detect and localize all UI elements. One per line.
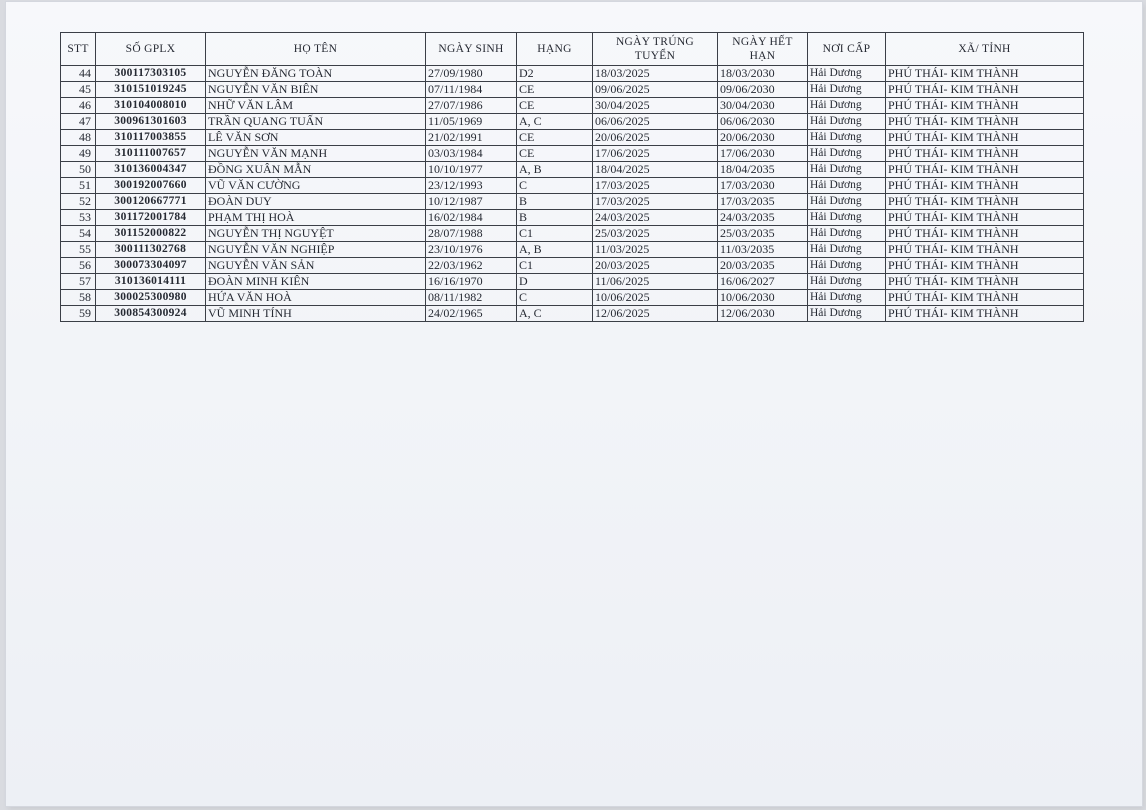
table-row [61,290,1084,306]
gplx-cell: 300120667771 [96,194,206,210]
hang-cell: C [517,178,593,194]
stt-cell: 56 [61,258,96,274]
het-han-cell: 17/03/2030 [718,178,808,194]
dob-cell: 11/05/1969 [426,114,517,130]
trung-tuyen-cell: 06/06/2025 [593,114,718,130]
xa-tinh-cell: PHÚ THÁI- KIM THÀNH [886,242,1084,258]
xa-tinh-cell: PHÚ THÁI- KIM THÀNH [886,82,1084,98]
name-cell: NGUYỄN THỊ NGUYỆT [206,226,426,242]
table-body [61,66,1084,322]
stt-cell: 47 [61,114,96,130]
trung-tuyen-cell: 18/04/2025 [593,162,718,178]
gplx-cell: 310117003855 [96,130,206,146]
hang-cell: A, C [517,306,593,322]
name-cell: HỨA VĂN HOÀ [206,290,426,306]
gplx-cell: 310104008010 [96,98,206,114]
trung-tuyen-cell: 20/03/2025 [593,258,718,274]
noi-cap-cell: Hải Dương [808,146,886,162]
hang-cell: A, B [517,162,593,178]
stt-cell: 45 [61,82,96,98]
hang-cell: D2 [517,66,593,82]
gplx-cell: 301172001784 [96,210,206,226]
het-han-cell: 30/04/2030 [718,98,808,114]
table-row [61,146,1084,162]
name-cell: NGUYỄN VĂN SẢN [206,258,426,274]
xa-tinh-cell: PHÚ THÁI- KIM THÀNH [886,178,1084,194]
dob-cell: 23/12/1993 [426,178,517,194]
license-table [60,32,1084,322]
name-cell: ĐOÀN DUY [206,194,426,210]
hang-cell: CE [517,82,593,98]
het-han-cell: 18/04/2035 [718,162,808,178]
table-row [61,178,1084,194]
name-cell: NGUYỄN VĂN NGHIỆP [206,242,426,258]
hang-cell: CE [517,146,593,162]
trung-tuyen-cell: 30/04/2025 [593,98,718,114]
dob-cell: 08/11/1982 [426,290,517,306]
dob-cell: 24/02/1965 [426,306,517,322]
dob-cell: 03/03/1984 [426,146,517,162]
xa-tinh-header: XÃ/ TỈNH [886,33,1084,66]
xa-tinh-cell: PHÚ THÁI- KIM THÀNH [886,114,1084,130]
noi-cap-cell: Hải Dương [808,226,886,242]
header-row [61,33,1084,66]
trung-tuyen-cell: 25/03/2025 [593,226,718,242]
table-row [61,274,1084,290]
dob-cell: 16/02/1984 [426,210,517,226]
stt-cell: 46 [61,98,96,114]
table-row [61,66,1084,82]
stt-cell: 44 [61,66,96,82]
noi-cap-header: NƠI CẤP [808,33,886,66]
xa-tinh-cell: PHÚ THÁI- KIM THÀNH [886,130,1084,146]
table-row [61,194,1084,210]
table-row [61,258,1084,274]
stt-cell: 50 [61,162,96,178]
het-han-cell: 09/06/2030 [718,82,808,98]
name-cell: ĐOÀN MINH KIÊN [206,274,426,290]
noi-cap-cell: Hải Dương [808,178,886,194]
noi-cap-cell: Hải Dương [808,290,886,306]
gplx-cell: 300117303105 [96,66,206,82]
het-han-cell: 20/06/2030 [718,130,808,146]
name-cell: NGUYỄN ĐĂNG TOÀN [206,66,426,82]
gplx-cell: 300073304097 [96,258,206,274]
hang-cell: CE [517,130,593,146]
trung-tuyen-cell: 24/03/2025 [593,210,718,226]
gplx-cell: 310111007657 [96,146,206,162]
noi-cap-cell: Hải Dương [808,210,886,226]
hang-cell: C [517,290,593,306]
dob-cell: 27/07/1986 [426,98,517,114]
name-cell: ĐỒNG XUÂN MẪN [206,162,426,178]
gplx-header: SỐ GPLX [96,33,206,66]
name-cell: NHỮ VĂN LÂM [206,98,426,114]
xa-tinh-cell: PHÚ THÁI- KIM THÀNH [886,226,1084,242]
xa-tinh-cell: PHÚ THÁI- KIM THÀNH [886,258,1084,274]
dob-cell: 10/10/1977 [426,162,517,178]
table-row [61,226,1084,242]
hang-cell: D [517,274,593,290]
stt-cell: 59 [61,306,96,322]
xa-tinh-cell: PHÚ THÁI- KIM THÀNH [886,98,1084,114]
het-han-cell: 25/03/2035 [718,226,808,242]
name-cell: NGUYỄN VĂN BIÊN [206,82,426,98]
gplx-cell: 310136014111 [96,274,206,290]
trung-tuyen-cell: 20/06/2025 [593,130,718,146]
trung-tuyen-header: NGÀY TRÚNG TUYỂN [593,33,718,66]
table-row [61,130,1084,146]
dob-cell: 16/16/1970 [426,274,517,290]
stt-cell: 57 [61,274,96,290]
gplx-cell: 310136004347 [96,162,206,178]
het-han-cell: 12/06/2030 [718,306,808,322]
het-han-cell: 16/06/2027 [718,274,808,290]
het-han-header: NGÀY HẾT HẠN [718,33,808,66]
het-han-cell: 17/06/2030 [718,146,808,162]
dob-cell: 23/10/1976 [426,242,517,258]
trung-tuyen-cell: 17/03/2025 [593,194,718,210]
het-han-cell: 24/03/2035 [718,210,808,226]
trung-tuyen-cell: 11/03/2025 [593,242,718,258]
name-cell: VŨ MINH TÍNH [206,306,426,322]
hang-cell: A, C [517,114,593,130]
trung-tuyen-cell: 18/03/2025 [593,66,718,82]
gplx-cell: 300111302768 [96,242,206,258]
noi-cap-cell: Hải Dương [808,130,886,146]
xa-tinh-cell: PHÚ THÁI- KIM THÀNH [886,66,1084,82]
table-row [61,242,1084,258]
gplx-cell: 300961301603 [96,114,206,130]
dob-cell: 10/12/1987 [426,194,517,210]
gplx-cell: 301152000822 [96,226,206,242]
het-han-cell: 10/06/2030 [718,290,808,306]
gplx-cell: 300192007660 [96,178,206,194]
stt-cell: 49 [61,146,96,162]
hang-cell: B [517,194,593,210]
table-row [61,306,1084,322]
hang-cell: C1 [517,226,593,242]
gplx-cell: 310151019245 [96,82,206,98]
gplx-cell: 300025300980 [96,290,206,306]
table-row [61,162,1084,178]
table-row [61,98,1084,114]
xa-tinh-cell: PHÚ THÁI- KIM THÀNH [886,210,1084,226]
trung-tuyen-cell: 11/06/2025 [593,274,718,290]
stt-cell: 54 [61,226,96,242]
dob-cell: 28/07/1988 [426,226,517,242]
het-han-cell: 18/03/2030 [718,66,808,82]
stt-header: STT [61,33,96,66]
stt-cell: 55 [61,242,96,258]
noi-cap-cell: Hải Dương [808,258,886,274]
stt-cell: 52 [61,194,96,210]
trung-tuyen-cell: 12/06/2025 [593,306,718,322]
noi-cap-cell: Hải Dương [808,242,886,258]
dob-cell: 07/11/1984 [426,82,517,98]
dob-cell: 27/09/1980 [426,66,517,82]
trung-tuyen-cell: 17/03/2025 [593,178,718,194]
het-han-cell: 17/03/2035 [718,194,808,210]
name-cell: VŨ VĂN CƯỜNG [206,178,426,194]
trung-tuyen-cell: 17/06/2025 [593,146,718,162]
hang-cell: CE [517,98,593,114]
xa-tinh-cell: PHÚ THÁI- KIM THÀNH [886,146,1084,162]
noi-cap-cell: Hải Dương [808,306,886,322]
name-cell: NGUYỄN VĂN MẠNH [206,146,426,162]
xa-tinh-cell: PHÚ THÁI- KIM THÀNH [886,274,1084,290]
hang-cell: C1 [517,258,593,274]
xa-tinh-cell: PHÚ THÁI- KIM THÀNH [886,290,1084,306]
hang-header: HẠNG [517,33,593,66]
name-cell: TRẦN QUANG TUẤN [206,114,426,130]
hang-cell: B [517,210,593,226]
xa-tinh-cell: PHÚ THÁI- KIM THÀNH [886,194,1084,210]
stt-cell: 58 [61,290,96,306]
dob-cell: 21/02/1991 [426,130,517,146]
gplx-cell: 300854300924 [96,306,206,322]
het-han-cell: 20/03/2035 [718,258,808,274]
noi-cap-cell: Hải Dương [808,274,886,290]
paper-sheet [6,2,1142,806]
name-cell: PHẠM THỊ HOÀ [206,210,426,226]
dob-header: NGÀY SINH [426,33,517,66]
dob-cell: 22/03/1962 [426,258,517,274]
noi-cap-cell: Hải Dương [808,66,886,82]
stt-cell: 53 [61,210,96,226]
name-header: HỌ TÊN [206,33,426,66]
noi-cap-cell: Hải Dương [808,162,886,178]
table-row [61,114,1084,130]
license-table-container [60,32,1084,322]
xa-tinh-cell: PHÚ THÁI- KIM THÀNH [886,162,1084,178]
table-row [61,82,1084,98]
trung-tuyen-cell: 09/06/2025 [593,82,718,98]
table-header [61,33,1084,66]
stt-cell: 51 [61,178,96,194]
noi-cap-cell: Hải Dương [808,82,886,98]
noi-cap-cell: Hải Dương [808,98,886,114]
noi-cap-cell: Hải Dương [808,194,886,210]
het-han-cell: 06/06/2030 [718,114,808,130]
stt-cell: 48 [61,130,96,146]
noi-cap-cell: Hải Dương [808,114,886,130]
table-row [61,210,1084,226]
name-cell: LÊ VĂN SƠN [206,130,426,146]
het-han-cell: 11/03/2035 [718,242,808,258]
hang-cell: A, B [517,242,593,258]
xa-tinh-cell: PHÚ THÁI- KIM THÀNH [886,306,1084,322]
trung-tuyen-cell: 10/06/2025 [593,290,718,306]
